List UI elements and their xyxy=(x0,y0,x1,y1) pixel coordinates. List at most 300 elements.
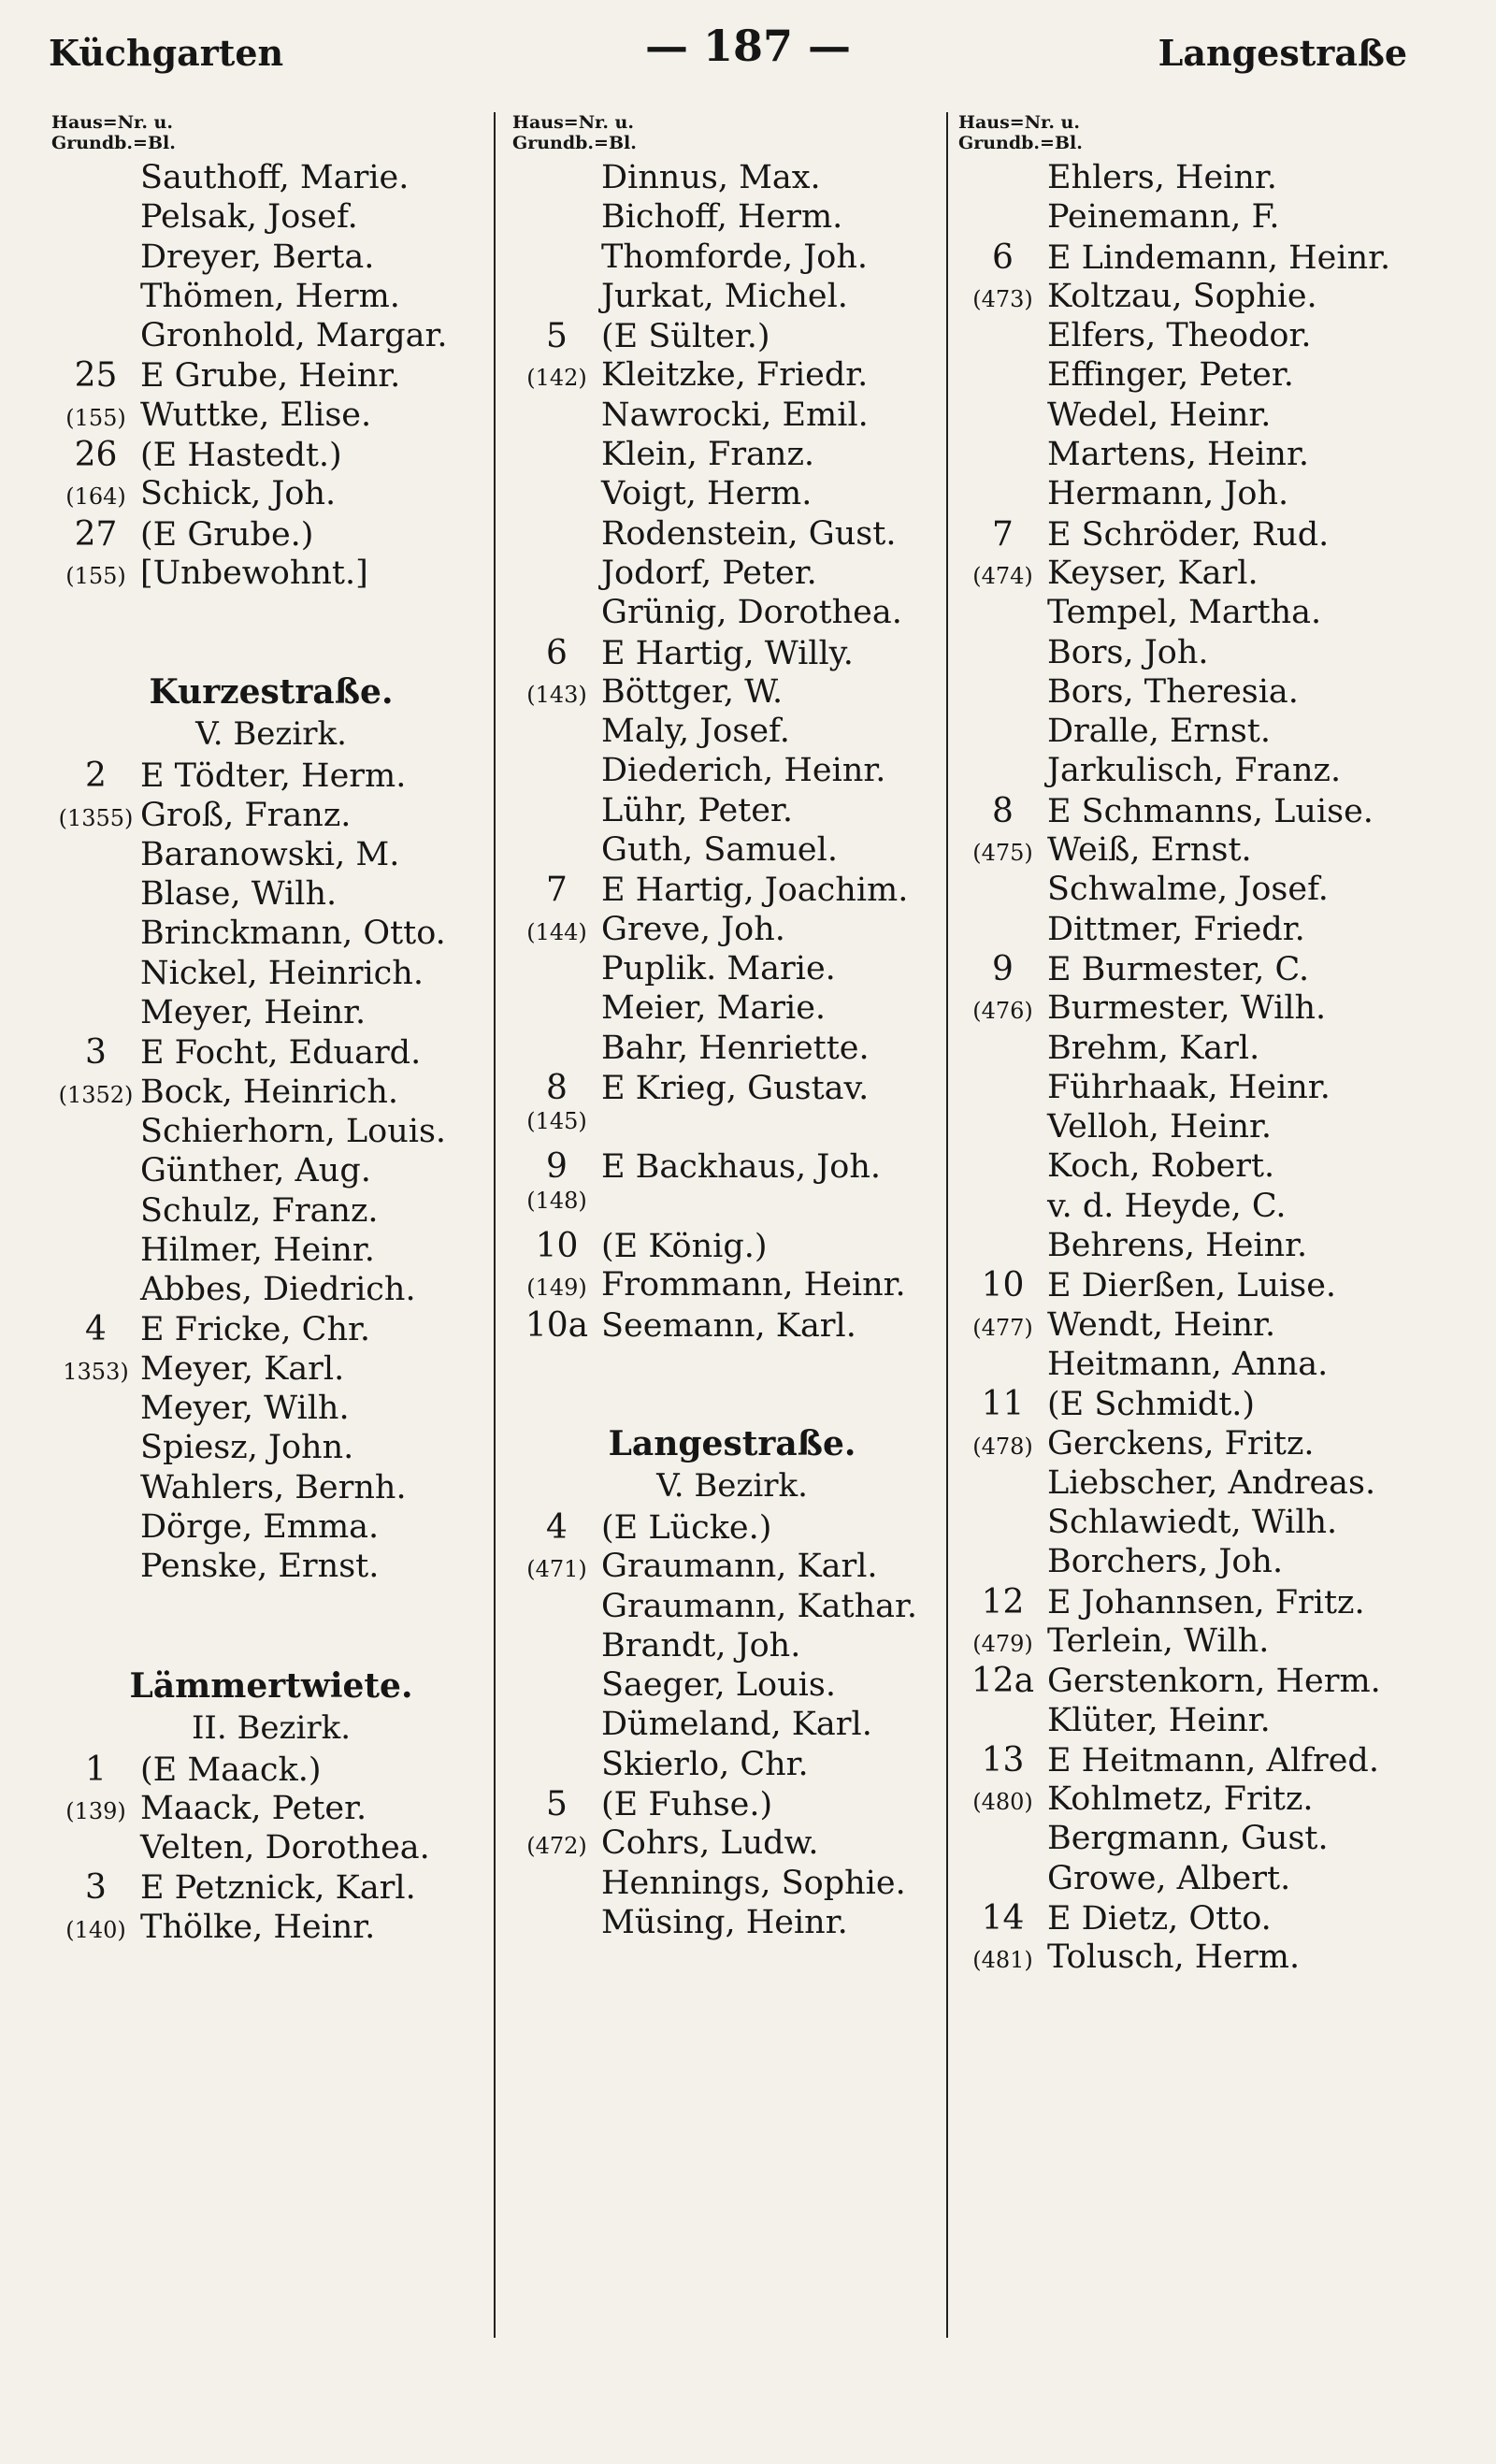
house-number: (155) xyxy=(65,404,126,431)
directory-entry xyxy=(512,1824,952,1864)
directory-entry xyxy=(958,475,1463,514)
house-number: 8 xyxy=(992,791,1014,830)
house-number: 12 xyxy=(981,1582,1025,1621)
resident-name: Koch, Robert. xyxy=(1047,1147,1275,1186)
directory-entry xyxy=(512,1188,952,1227)
directory-entry xyxy=(51,1232,491,1271)
column-header: Haus=Nr. u. Grundb.=Bl. xyxy=(958,112,1083,153)
resident-name: E Dietz, Otto. xyxy=(1047,1900,1272,1938)
resident-name: Gronhold, Margar. xyxy=(140,317,448,355)
house-number: 3 xyxy=(85,1033,107,1073)
column-1 xyxy=(51,112,491,2445)
house-number: 7 xyxy=(546,871,568,910)
resident-name: Schierhorn, Louis. xyxy=(140,1112,447,1150)
house-number: (479) xyxy=(972,1630,1033,1657)
resident-name: E Tödter, Herm. xyxy=(140,757,407,796)
directory-entry xyxy=(512,317,952,356)
resident-name: Bichoff, Herm. xyxy=(601,198,843,237)
directory-entry xyxy=(51,955,491,994)
resident-name: Nawrocki, Emil. xyxy=(601,396,869,434)
directory-entry xyxy=(51,836,491,875)
resident-name: Graumann, Karl. xyxy=(601,1548,878,1586)
resident-name: Abbes, Diedrich. xyxy=(140,1271,416,1309)
entry-list xyxy=(51,1751,491,1948)
resident-name: Klüter, Heinr. xyxy=(1047,1701,1271,1739)
resident-name: Schwalme, Josef. xyxy=(1047,871,1329,909)
house-number: (148) xyxy=(526,1187,587,1214)
resident-name: Jarkulisch, Franz. xyxy=(1047,752,1342,790)
directory-entry xyxy=(512,871,952,910)
house-number: 12a xyxy=(971,1662,1035,1701)
resident-name: Führhaak, Heinr. xyxy=(1047,1068,1331,1106)
resident-name: Heitmann, Anna. xyxy=(1047,1345,1329,1383)
resident-name: E Hartig, Joachim. xyxy=(601,872,909,910)
directory-entry xyxy=(51,1868,491,1908)
directory-entry xyxy=(512,198,952,238)
house-number: (140) xyxy=(65,1916,126,1943)
resident-name: (E König.) xyxy=(601,1228,768,1266)
house-number: 6 xyxy=(992,238,1014,277)
directory-entry xyxy=(958,1741,1463,1780)
directory-entry xyxy=(512,515,952,555)
directory-entry xyxy=(512,1508,952,1548)
directory-entry xyxy=(51,1033,491,1073)
resident-name: Skierlo, Chr. xyxy=(601,1745,809,1783)
house-number: (1355) xyxy=(58,804,134,831)
directory-entry xyxy=(512,278,952,317)
house-number: (145) xyxy=(526,1108,587,1135)
running-head-right: Langestraße xyxy=(1158,32,1407,74)
directory-entry xyxy=(512,1627,952,1666)
resident-name: Lühr, Peter. xyxy=(601,791,793,829)
resident-name: Wedel, Heinr. xyxy=(1047,396,1272,434)
resident-name: Sauthoff, Marie. xyxy=(140,159,410,196)
resident-name: Schlawiedt, Wilh. xyxy=(1047,1504,1338,1542)
house-number: (478) xyxy=(972,1433,1033,1460)
directory-entry xyxy=(51,915,491,954)
house-number: (477) xyxy=(972,1314,1033,1341)
directory-entry xyxy=(512,436,952,475)
directory-entry xyxy=(958,752,1463,791)
directory-entry xyxy=(958,831,1463,871)
resident-name: Martens, Heinr. xyxy=(1047,436,1309,474)
directory-entry xyxy=(512,831,952,871)
resident-name: (E Lücke.) xyxy=(601,1508,772,1547)
resident-name: Graumann, Kathar. xyxy=(601,1587,917,1625)
directory-entry xyxy=(512,1666,952,1706)
directory-entry xyxy=(958,1108,1463,1147)
directory-entry xyxy=(958,1938,1463,1978)
directory-entry xyxy=(51,436,491,475)
resident-name: Blase, Wilh. xyxy=(140,875,338,914)
directory-entry xyxy=(958,1464,1463,1504)
house-number: 11 xyxy=(981,1385,1025,1424)
resident-name: Böttger, W. xyxy=(601,672,784,711)
directory-entry xyxy=(958,396,1463,436)
directory-entry xyxy=(512,1785,952,1824)
house-number: 10a xyxy=(525,1305,589,1345)
resident-name: E Johannsen, Fritz. xyxy=(1047,1583,1365,1621)
directory-entry xyxy=(512,1069,952,1108)
resident-name: Dreyer, Berta. xyxy=(140,238,375,276)
directory-entry xyxy=(958,1069,1463,1108)
directory-entry xyxy=(51,1829,491,1868)
directory-entry xyxy=(512,1746,952,1785)
house-number: (142) xyxy=(526,365,587,392)
directory-entry xyxy=(958,1543,1463,1582)
house-number: 2 xyxy=(85,756,107,796)
house-number: 10 xyxy=(535,1227,579,1266)
resident-name: Velten, Dorothea. xyxy=(140,1829,430,1867)
directory-entry xyxy=(51,1429,491,1468)
directory-entry xyxy=(512,1548,952,1587)
resident-name: Ehlers, Heinr. xyxy=(1047,159,1277,196)
directory-entry xyxy=(51,198,491,238)
house-number: 7 xyxy=(992,514,1014,554)
directory-entry xyxy=(958,1504,1463,1543)
resident-name: (E Hastedt.) xyxy=(140,437,342,475)
directory-entry xyxy=(512,673,952,713)
resident-name: Velloh, Heinr. xyxy=(1047,1108,1273,1146)
directory-entry xyxy=(512,396,952,436)
directory-entry xyxy=(51,1113,491,1152)
directory-entry xyxy=(51,875,491,915)
house-number: 3 xyxy=(85,1868,107,1908)
resident-name: Klein, Franz. xyxy=(601,436,815,474)
resident-name: Liebscher, Andreas. xyxy=(1047,1463,1376,1502)
resident-name: Spiesz, John. xyxy=(140,1429,354,1467)
directory-entry xyxy=(512,594,952,633)
directory-entry xyxy=(51,1548,491,1587)
resident-name: Seemann, Karl. xyxy=(601,1306,856,1345)
house-number: 1 xyxy=(85,1750,107,1789)
house-number: (149) xyxy=(526,1275,587,1302)
directory-entry xyxy=(958,1899,1463,1938)
directory-entry xyxy=(512,1588,952,1627)
resident-name: Brandt, Joh. xyxy=(601,1626,801,1664)
resident-name: Borchers, Joh. xyxy=(1047,1543,1284,1581)
resident-name: E Grube, Heinr. xyxy=(140,357,401,396)
resident-name: Kohlmetz, Fritz. xyxy=(1047,1780,1314,1819)
house-number: (471) xyxy=(526,1556,587,1583)
resident-name: E Hartig, Willy. xyxy=(601,634,854,672)
house-number: 14 xyxy=(981,1899,1025,1938)
directory-entry xyxy=(958,1860,1463,1899)
house-number: 1353) xyxy=(63,1358,129,1385)
resident-name: Peinemann, F. xyxy=(1047,198,1280,237)
directory-entry xyxy=(51,356,491,396)
street-heading: Langestraße. xyxy=(608,1423,856,1463)
resident-name: Saeger, Louis. xyxy=(601,1666,836,1705)
entry-list xyxy=(958,159,1463,1979)
directory-entry xyxy=(958,1622,1463,1662)
resident-name: Dörge, Emma. xyxy=(140,1507,380,1546)
resident-name: Gerckens, Fritz. xyxy=(1047,1424,1315,1463)
directory-entry xyxy=(958,1820,1463,1859)
resident-name: E Dierßen, Luise. xyxy=(1047,1267,1337,1305)
directory-entry xyxy=(51,396,491,436)
district-label: V. Bezirk. xyxy=(656,1466,808,1505)
house-number: 27 xyxy=(74,514,118,554)
directory-entry xyxy=(51,756,491,796)
resident-name: Dümeland, Karl. xyxy=(601,1706,872,1744)
directory-entry xyxy=(958,1227,1463,1266)
resident-name: [Unbewohnt.] xyxy=(140,554,368,592)
directory-entry xyxy=(51,278,491,317)
directory-entry xyxy=(958,871,1463,910)
district-label: II. Bezirk. xyxy=(191,1708,352,1747)
house-number: 10 xyxy=(981,1266,1025,1305)
directory-entry xyxy=(51,1469,491,1508)
house-number: 6 xyxy=(546,633,568,672)
resident-name: (E Grube.) xyxy=(140,515,314,554)
directory-entry xyxy=(51,1271,491,1310)
directory-entry xyxy=(51,1192,491,1232)
directory-entry xyxy=(512,989,952,1029)
resident-name: (E Schmidt.) xyxy=(1047,1386,1256,1424)
resident-name: Meyer, Heinr. xyxy=(140,994,367,1032)
resident-name: E Heitmann, Alfred. xyxy=(1047,1741,1379,1780)
directory-entry xyxy=(51,475,491,514)
directory-entry xyxy=(512,555,952,594)
directory-entry xyxy=(958,911,1463,950)
directory-entry xyxy=(958,1385,1463,1424)
resident-name: Thomforde, Joh. xyxy=(601,238,869,276)
resident-name: Bergmann, Gust. xyxy=(1047,1820,1329,1858)
column-divider xyxy=(494,112,496,2338)
resident-name: E Backhaus, Joh. xyxy=(601,1148,882,1187)
resident-name: Frommann, Heinr. xyxy=(601,1266,906,1304)
house-number: 26 xyxy=(74,436,118,475)
directory-entry xyxy=(512,713,952,752)
directory-entry xyxy=(958,713,1463,752)
resident-name: Maly, Josef. xyxy=(601,713,790,751)
resident-name: Thölke, Heinr. xyxy=(140,1908,376,1946)
house-number: (144) xyxy=(526,918,587,945)
directory-entry xyxy=(512,950,952,989)
resident-name: Schulz, Franz. xyxy=(140,1191,379,1230)
directory-entry xyxy=(958,515,1463,555)
resident-name: Brehm, Karl. xyxy=(1047,1029,1260,1067)
resident-name: Dinnus, Max. xyxy=(601,159,821,196)
resident-name: Gerstenkorn, Herm. xyxy=(1047,1663,1381,1701)
directory-entry xyxy=(512,1706,952,1745)
resident-name: E Krieg, Gustav. xyxy=(601,1069,870,1107)
resident-name: (E Maack.) xyxy=(140,1751,322,1789)
resident-name: E Burmester, C. xyxy=(1047,950,1310,988)
house-number: 25 xyxy=(74,356,118,396)
directory-entry xyxy=(51,515,491,555)
resident-name: Tempel, Martha. xyxy=(1047,594,1322,632)
directory-entry xyxy=(512,1306,952,1346)
directory-entry xyxy=(958,1702,1463,1741)
resident-name: Müsing, Heinr. xyxy=(601,1903,848,1941)
resident-name: Grünig, Dorothea. xyxy=(601,594,902,632)
house-number: (481) xyxy=(972,1947,1033,1974)
resident-name: Meier, Marie. xyxy=(601,989,827,1028)
resident-name: Terlein, Wilh. xyxy=(1047,1621,1270,1660)
resident-name: Keyser, Karl. xyxy=(1047,554,1259,592)
house-number: 5 xyxy=(546,1784,568,1823)
house-number: 4 xyxy=(546,1507,568,1547)
house-number: (155) xyxy=(65,562,126,589)
resident-name: Bors, Theresia. xyxy=(1047,672,1299,711)
resident-name: Pelsak, Josef. xyxy=(140,198,358,237)
directory-entry xyxy=(958,634,1463,673)
column-3 xyxy=(958,112,1463,2445)
resident-name: Hermann, Joh. xyxy=(1047,475,1289,513)
resident-name: Burmester, Wilh. xyxy=(1047,989,1327,1028)
resident-name: Greve, Joh. xyxy=(601,910,785,948)
resident-name: Kleitzke, Friedr. xyxy=(601,356,869,395)
directory-entry xyxy=(958,317,1463,356)
directory-entry xyxy=(512,1108,952,1147)
directory-entry xyxy=(512,792,952,831)
directory-entry xyxy=(51,1790,491,1829)
directory-entry xyxy=(51,1390,491,1429)
directory-entry xyxy=(958,1425,1463,1464)
entry-list xyxy=(512,159,952,1346)
directory-entry xyxy=(512,1266,952,1305)
street-heading: Lämmertwiete. xyxy=(129,1665,413,1706)
directory-entry xyxy=(958,238,1463,278)
resident-name: Günther, Aug. xyxy=(140,1152,371,1190)
resident-name: Hennings, Sophie. xyxy=(601,1864,906,1902)
resident-name: Tolusch, Herm. xyxy=(1047,1938,1301,1977)
directory-entry xyxy=(51,994,491,1033)
resident-name: Guth, Samuel. xyxy=(601,831,838,870)
entry-list xyxy=(51,756,491,1587)
directory-entry xyxy=(51,1350,491,1390)
directory-entry xyxy=(958,278,1463,317)
column-2 xyxy=(512,112,952,2445)
column-header: Haus=Nr. u. Grundb.=Bl. xyxy=(51,112,176,153)
house-number: (476) xyxy=(972,998,1033,1025)
house-number: (472) xyxy=(526,1833,587,1860)
directory-entry xyxy=(958,989,1463,1029)
resident-name: Jodorf, Peter. xyxy=(601,554,817,592)
resident-name: E Schmanns, Luise. xyxy=(1047,792,1374,830)
house-number: 9 xyxy=(546,1147,568,1187)
house-number: (473) xyxy=(972,285,1033,312)
resident-name: (E Fuhse.) xyxy=(601,1785,773,1823)
resident-name: Penske, Ernst. xyxy=(140,1548,380,1586)
directory-entry xyxy=(51,797,491,836)
resident-name: Effinger, Peter. xyxy=(1047,356,1294,395)
house-number: (139) xyxy=(65,1797,126,1824)
directory-entry xyxy=(512,911,952,950)
resident-name: Elfers, Theodor. xyxy=(1047,317,1312,355)
column-header: Haus=Nr. u. Grundb.=Bl. xyxy=(512,112,637,153)
resident-name: (E Sülter.) xyxy=(601,318,770,356)
directory-entry xyxy=(51,1909,491,1948)
resident-name: Thömen, Herm. xyxy=(140,277,400,315)
directory-entry xyxy=(51,317,491,356)
directory-entry xyxy=(512,752,952,791)
directory-entry xyxy=(51,1751,491,1790)
street-heading: Kurzestraße. xyxy=(149,672,394,713)
resident-name: Brinckmann, Otto. xyxy=(140,915,446,953)
directory-entry xyxy=(512,1904,952,1943)
resident-name: E Petznick, Karl. xyxy=(140,1869,416,1908)
directory-entry xyxy=(958,1147,1463,1187)
directory-entry xyxy=(958,1030,1463,1069)
directory-entry xyxy=(51,238,491,278)
entry-list xyxy=(512,1508,952,1943)
house-number: (474) xyxy=(972,562,1033,589)
house-number: 4 xyxy=(85,1310,107,1349)
directory-entry xyxy=(958,159,1463,198)
resident-name: Nickel, Heinrich. xyxy=(140,954,424,992)
resident-name: Wuttke, Elise. xyxy=(140,396,372,434)
house-number: 9 xyxy=(992,949,1014,988)
resident-name: Cohrs, Ludw. xyxy=(601,1824,819,1863)
house-number: 8 xyxy=(546,1068,568,1107)
directory-entry xyxy=(958,1780,1463,1820)
resident-name: Wendt, Heinr. xyxy=(1047,1305,1276,1344)
directory-entry xyxy=(512,159,952,198)
directory-entry xyxy=(51,1508,491,1548)
directory-entry xyxy=(51,555,491,594)
resident-name: Voigt, Herm. xyxy=(601,475,813,513)
house-number: (475) xyxy=(972,840,1033,867)
directory-entry xyxy=(512,1227,952,1266)
resident-name: Meyer, Karl. xyxy=(140,1349,345,1388)
directory-entry xyxy=(51,159,491,198)
resident-name: Bors, Joh. xyxy=(1047,633,1209,671)
directory-entry xyxy=(958,1346,1463,1385)
directory-entry xyxy=(958,792,1463,831)
resident-name: Growe, Albert. xyxy=(1047,1859,1291,1897)
directory-entry xyxy=(512,1030,952,1069)
resident-name: Baranowski, M. xyxy=(140,835,400,873)
resident-name: Maack, Peter. xyxy=(140,1789,367,1827)
resident-name: Bahr, Henriette. xyxy=(601,1029,870,1067)
house-number: 5 xyxy=(546,317,568,356)
directory-entry xyxy=(958,1306,1463,1346)
directory-entry xyxy=(51,1152,491,1191)
resident-name: E Fricke, Chr. xyxy=(140,1311,370,1349)
resident-name: Hilmer, Heinr. xyxy=(140,1231,375,1269)
resident-name: E Schröder, Rud. xyxy=(1047,515,1330,554)
directory-entry xyxy=(958,198,1463,238)
resident-name: Rodenstein, Gust. xyxy=(601,514,897,553)
directory-entry xyxy=(958,594,1463,633)
resident-name: Puplik. Marie. xyxy=(601,949,836,987)
resident-name: Wahlers, Bernh. xyxy=(140,1468,407,1506)
resident-name: Dittmer, Friedr. xyxy=(1047,910,1305,948)
directory-entry xyxy=(958,1266,1463,1305)
resident-name: Behrens, Heinr. xyxy=(1047,1227,1308,1265)
house-number: (143) xyxy=(526,681,587,708)
directory-entry xyxy=(958,1583,1463,1622)
resident-name: Weiß, Ernst. xyxy=(1047,831,1252,870)
house-number: (1352) xyxy=(58,1081,134,1108)
directory-entry xyxy=(958,950,1463,989)
resident-name: v. d. Heyde, C. xyxy=(1047,1187,1287,1225)
resident-name: Bock, Heinrich. xyxy=(140,1073,399,1111)
resident-name: Schick, Joh. xyxy=(140,475,337,513)
directory-entry xyxy=(512,1147,952,1187)
directory-entry xyxy=(512,1865,952,1904)
directory-entry xyxy=(512,356,952,396)
district-label: V. Bezirk. xyxy=(195,715,347,754)
directory-entry xyxy=(958,555,1463,594)
resident-name: Groß, Franz. xyxy=(140,796,352,834)
resident-name: Dralle, Ernst. xyxy=(1047,713,1271,751)
house-number: 13 xyxy=(981,1740,1025,1780)
resident-name: Jurkat, Michel. xyxy=(601,277,848,315)
